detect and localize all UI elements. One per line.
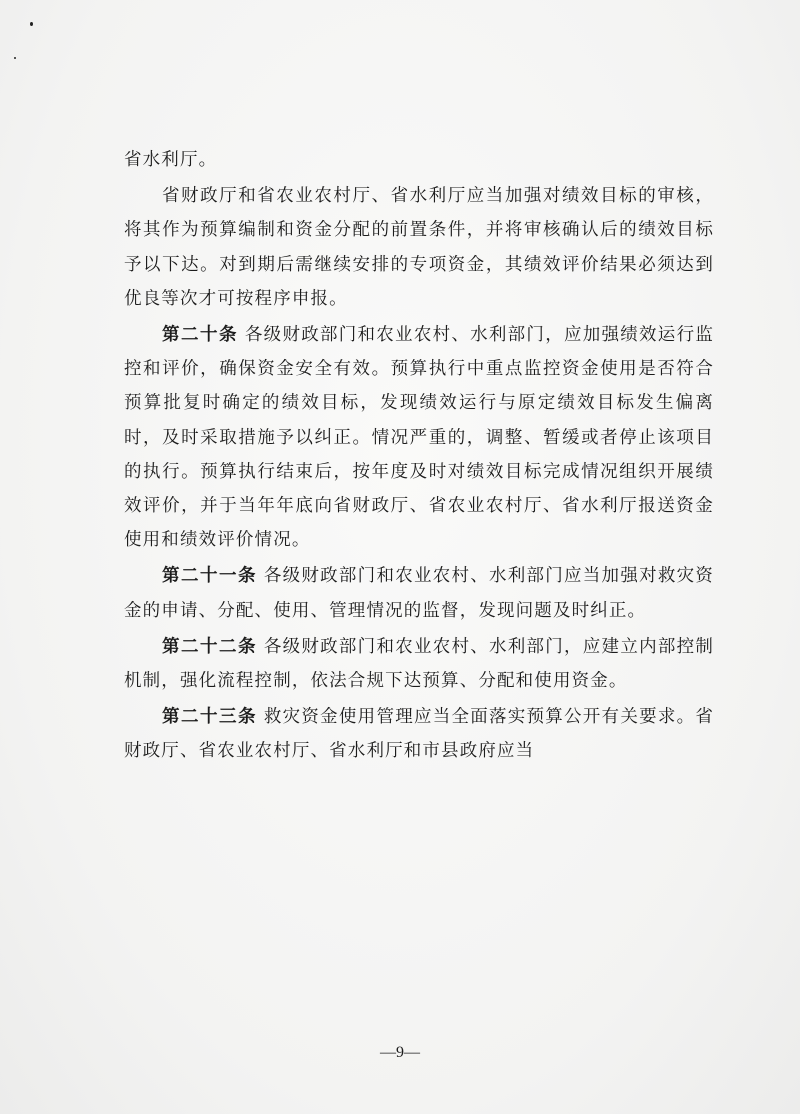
scan-speck [14, 57, 16, 59]
article-21 [124, 559, 714, 627]
paragraph-continued [124, 143, 714, 177]
paragraph-text: 省财政厅和省农业农村厅、省水利厅应当加强对绩效目标的审核，将其作为预算编制和资金分配的前置条件，并将审核确认后的绩效目标予以下达。对到期后需继续安排的专项资金，其绩效评价结果必须达到优良等次才可按程序申报。 [124, 186, 714, 309]
paragraph-performance-review [124, 179, 714, 316]
article-text: 各级财政部门和农业农村、水利部门应当加强对救灾资金的申请、分配、使用、管理情况的监督，发现问题及时纠正。 [124, 566, 715, 621]
document-body [124, 143, 714, 771]
article-heading: 第二十条 [162, 325, 239, 346]
article-23 [124, 700, 714, 768]
paragraph-text: 省水利厅。 [124, 150, 218, 170]
article-heading: 第二十一条 [162, 566, 258, 587]
article-22 [124, 630, 714, 698]
article-20 [124, 318, 714, 557]
article-text: 救灾资金使用管理应当全面落实预算公开有关要求。省财政厅、省农业农村厅、省水利厅和市县政府应当 [124, 707, 715, 762]
article-heading: 第二十三条 [162, 707, 258, 728]
article-text: 各级财政部门和农业农村、水利部门，应建立内部控制机制，强化流程控制，依法合规下达预算、分配和使用资金。 [124, 636, 715, 692]
article-text: 各级财政部门和农业农村、水利部门，应加强绩效运行监控和评价，确保资金安全有效。预算执行中重点监控资金使用是否符合预算批复时确定的绩效目标，发现绩效运行与原定绩效目标发生偏离时，及时采取措施予以纠正。情况严重的，调整、暂缓或者停止该项目的执行。预算执行结束后，按年度及时对绩效目标完成情况组织开展绩效评价，并于当年年底向省财政厅、省农业农村厅、省水利厅报送资金使用和绩效评价情况。 [124, 325, 714, 551]
page-number: —9— [380, 1044, 420, 1061]
article-heading: 第二十二条 [162, 636, 258, 657]
scan-speck [30, 22, 33, 26]
